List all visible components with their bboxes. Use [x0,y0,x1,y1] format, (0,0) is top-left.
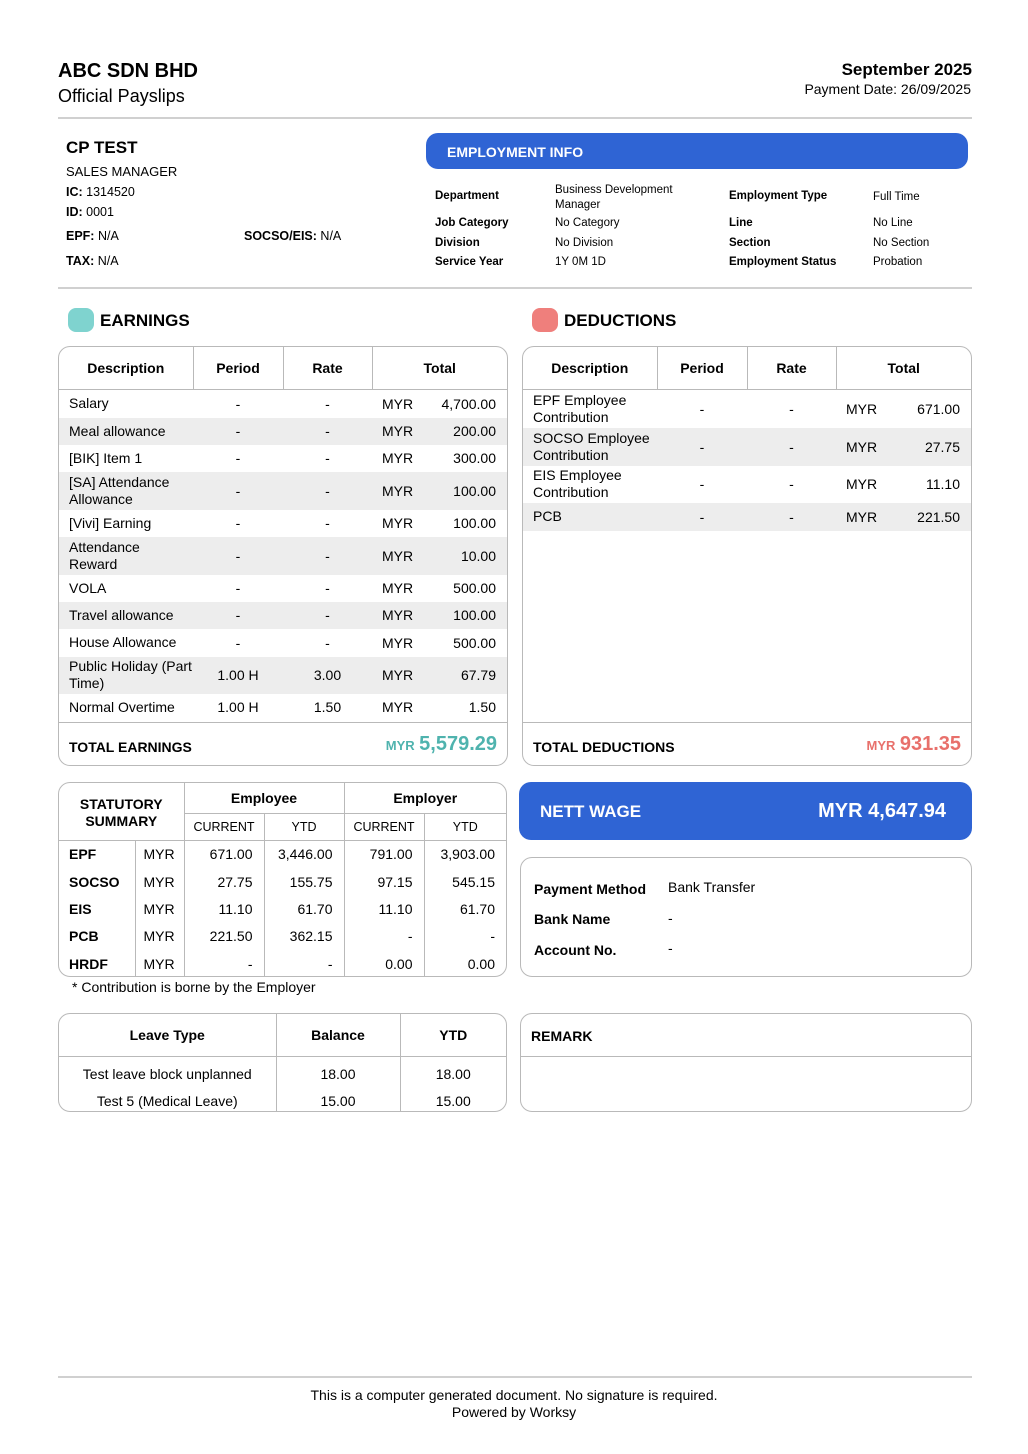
stat-er-ytd: - [424,922,506,950]
row-description: EIS Employee Contribution [533,467,622,500]
table-row [523,466,971,503]
division-value: No Division [555,237,614,249]
stat-er-current: 0.00 [344,950,424,977]
row-rate: - [283,537,372,575]
payment-method-label: Payment Method [534,881,647,897]
row-currency: MYR [836,503,884,531]
col-total: Total [836,347,971,390]
footer-divider [58,1376,972,1378]
leave-ytd: 15.00 [435,1092,471,1109]
row-period: - [235,580,241,596]
table-row [59,657,507,694]
leave-type: Test leave block unplanned [59,1057,276,1088]
stat-ee-ytd: 362.15 [264,922,344,950]
row-period: - [657,428,747,466]
stat-er-current: - [344,922,424,950]
department-value: Business Development Manager [555,184,673,211]
col-period: Period [657,347,747,390]
stat-er-ytd: 3,903.00 [424,840,506,868]
table-row [59,694,507,721]
row-amount: 671.00 [917,400,960,417]
statutory-note: * Contribution is borne by the Employer [72,979,316,995]
payment-date: Payment Date: 26/09/2025 [804,81,971,97]
employment-type-value: Full Time [873,191,920,203]
table-row [523,503,971,531]
row-description: [SA] Attendance Allowance [59,472,193,510]
employee-ytd-header: YTD [264,813,344,840]
row-currency: MYR [846,400,878,417]
row-amount: 221.50 [884,503,971,531]
employment-type-label: Employment Type [729,190,828,202]
earnings-total-bar [59,722,507,766]
row-currency: MYR [382,450,414,466]
table-row [59,1057,506,1088]
stat-er-ytd: 0.00 [424,950,506,977]
col-balance: Balance [276,1014,400,1057]
row-rate: - [283,418,372,445]
row-period: - [193,472,283,510]
row-period: 1.00 H [193,657,283,694]
table-row [59,575,507,602]
table-row [59,895,506,922]
stat-er-current: 11.10 [344,895,424,922]
row-amount: 1.50 [468,699,496,715]
divider [58,117,972,119]
stat-currency: MYR [135,922,184,950]
col-rate: Rate [747,347,836,390]
row-amount: 300.00 [453,450,496,466]
job-category-label: Job Category [435,217,509,229]
row-amount: 100.00 [420,472,507,510]
employer-current-header: CURRENT [344,813,424,840]
leave-balance: 18.00 [276,1057,400,1088]
bank-name-value: - [668,910,673,926]
row-description: Attendance Reward [59,537,193,575]
employer-ytd-header: YTD [424,813,506,840]
table-row [59,472,507,510]
row-amount: 11.10 [926,476,960,492]
service-year-label: Service Year [435,256,504,268]
row-period: - [235,634,241,651]
line-label: Line [729,217,753,229]
row-currency: MYR [372,472,420,510]
row-amount: 67.79 [420,657,507,694]
leave-balance: 15.00 [276,1087,400,1112]
row-description: [BIK] Item 1 [69,449,143,466]
footer-disclaimer: This is a computer generated document. No signature is required. [310,1387,718,1403]
nett-wage-value: MYR 4,647.94 [818,800,946,822]
row-amount: 4,700.00 [441,395,496,412]
employee-position: SALES MANAGER [66,164,178,179]
row-period: - [699,476,705,492]
service-year-value: 1Y 0M 1D [555,256,606,268]
nett-wage-label: NETT WAGE [540,802,642,821]
stat-name: SOCSO [69,873,120,890]
col-leave-type: Leave Type [59,1014,276,1057]
stat-name: HRDF [69,955,108,972]
employee-header: Employee [184,783,344,813]
col-rate: Rate [283,347,372,390]
account-number-value: - [668,940,673,956]
company-name: ABC SDN BHD [58,60,198,82]
table-row [59,445,507,472]
row-rate: - [325,515,330,531]
table-row [59,840,506,868]
earnings-title: EARNINGS [100,311,190,330]
row-amount: 200.00 [420,418,507,445]
row-currency: MYR [382,515,414,531]
row-period: - [235,395,241,412]
stat-ee-current: 221.50 [184,922,264,950]
stat-ee-ytd: - [264,950,344,977]
row-rate: 1.50 [313,699,342,715]
employee-epf: EPF: N/A [66,229,119,243]
earnings-panel [58,346,508,766]
division-label: Division [435,237,480,249]
row-period: - [193,537,283,575]
row-rate: - [325,634,330,651]
row-amount: 500.00 [453,634,496,651]
table-row [59,510,507,537]
row-description: PCB [523,503,657,531]
divider [58,287,972,289]
table-row [59,390,507,418]
row-rate: 3.00 [283,657,372,694]
remark-header [521,1014,971,1057]
table-row [59,1087,506,1112]
row-currency: MYR [372,537,420,575]
table-row [523,428,971,466]
stat-ee-ytd: 61.70 [264,895,344,922]
table-row [59,602,507,629]
stat-er-ytd: 545.15 [424,868,506,895]
col-total: Total [372,347,507,390]
pay-period: September 2025 [841,60,972,79]
total-earnings-label: TOTAL EARNINGS [69,739,192,755]
footer-powered-by: Powered by Worksy [451,1404,577,1420]
row-description: Normal Overtime [69,698,175,715]
employer-header: Employer [344,783,506,813]
stat-ee-ytd: 155.75 [264,868,344,895]
employee-ic: IC: 1314520 [66,185,135,199]
row-description: Public Holiday (Part Time) [59,657,193,694]
account-number-label: Account No. [534,942,617,958]
row-currency: MYR [382,395,414,412]
stat-currency: MYR [135,868,184,895]
row-amount: 27.75 [884,428,971,466]
earnings-color-marker [68,308,94,332]
employment-status-label: Employment Status [729,256,837,268]
row-currency: MYR [836,428,884,466]
department-label: Department [435,190,499,202]
row-currency: MYR [382,580,414,596]
statutory-summary-panel [58,782,507,977]
stat-ee-current: 11.10 [184,895,264,922]
table-row [59,922,506,950]
stat-er-ytd: 61.70 [424,895,506,922]
deductions-title: DEDUCTIONS [564,311,677,330]
job-category-value: No Category [555,217,620,229]
statutory-table [59,783,506,977]
total-deductions-label: TOTAL DEDUCTIONS [533,739,675,755]
row-description: SOCSO Employee Contribution [523,428,657,466]
remark-panel [520,1013,972,1112]
table-row [59,868,506,895]
row-period: - [657,503,747,531]
employee-tax: TAX: N/A [66,254,119,268]
row-rate: - [747,428,836,466]
stat-currency: MYR [135,840,184,868]
row-description: Meal allowance [59,418,193,445]
col-period: Period [193,347,283,390]
row-rate: - [325,450,330,466]
row-period: - [235,450,241,466]
table-row [59,950,506,977]
table-row [59,418,507,445]
stat-ee-current: 27.75 [184,868,264,895]
row-currency: MYR [372,418,420,445]
employee-id: ID: 0001 [66,205,114,219]
table-row [59,537,507,575]
document-subtitle: Official Payslips [58,86,185,106]
payment-method-value: Bank Transfer [668,879,756,895]
row-amount: 500.00 [453,580,496,596]
row-currency: MYR [846,476,878,492]
row-period: - [193,602,283,629]
row-rate: - [789,400,794,417]
stat-name: EIS [69,900,92,917]
employment-info-banner: EMPLOYMENT INFO [426,133,968,169]
table-row [523,390,971,428]
stat-er-current: 97.15 [344,868,424,895]
stat-er-current: 791.00 [344,840,424,868]
row-amount: 10.00 [420,537,507,575]
stat-ee-current: - [184,950,264,977]
stat-name: EPF [69,846,97,863]
leave-panel [58,1013,507,1112]
row-rate: - [789,476,794,492]
row-amount: 100.00 [453,515,496,531]
remark-label: REMARK [531,1028,593,1044]
statutory-title: STATUTORY SUMMARY [59,783,184,840]
leave-ytd: 18.00 [435,1065,471,1082]
row-rate: - [325,580,330,596]
row-rate: - [747,503,836,531]
employment-status-value: Probation [873,256,923,268]
row-amount: 100.00 [420,602,507,629]
section-value: No Section [873,237,930,249]
col-leave-ytd: YTD [400,1014,506,1057]
row-currency: MYR [382,699,414,715]
line-value: No Line [873,217,913,229]
row-description: Travel allowance [59,602,193,629]
row-rate: - [283,602,372,629]
employee-socso: SOCSO/EIS: N/A [244,229,342,243]
bank-name-label: Bank Name [534,911,611,927]
row-description: VOLA [69,579,107,596]
row-description: EPF Employee Contribution [533,391,627,425]
row-period: - [193,418,283,445]
stat-ee-current: 671.00 [184,840,264,868]
total-deductions-value: MYR 931.35 [866,733,961,755]
row-period: - [699,400,705,417]
stat-name: PCB [69,928,99,944]
total-earnings-value: MYR 5,579.29 [385,733,497,755]
leave-type: Test 5 (Medical Leave) [59,1087,276,1112]
deductions-color-marker [532,308,558,332]
stat-ee-ytd: 3,446.00 [264,840,344,868]
nett-wage-banner [519,782,972,840]
stat-currency: MYR [135,895,184,922]
row-period: 1.00 H [217,699,259,715]
employee-name: CP TEST [66,138,138,157]
row-description: Salary [69,395,109,412]
section-label: Section [729,237,771,249]
table-row [59,629,507,657]
employee-current-header: CURRENT [184,813,264,840]
leave-table [59,1014,506,1112]
row-rate: - [283,472,372,510]
deductions-total-bar [523,722,971,766]
col-description: Description [59,347,193,390]
col-description: Description [523,347,657,390]
row-description: [Vivi] Earning [69,514,152,531]
deductions-panel [522,346,972,766]
payment-panel [520,857,972,977]
row-period: - [235,515,241,531]
row-currency: MYR [372,602,420,629]
row-rate: - [325,395,330,412]
stat-currency: MYR [135,950,184,977]
deductions-table [523,347,971,531]
row-currency: MYR [382,634,414,651]
row-description: House Allowance [69,634,177,650]
row-currency: MYR [372,657,420,694]
earnings-table [59,347,507,721]
